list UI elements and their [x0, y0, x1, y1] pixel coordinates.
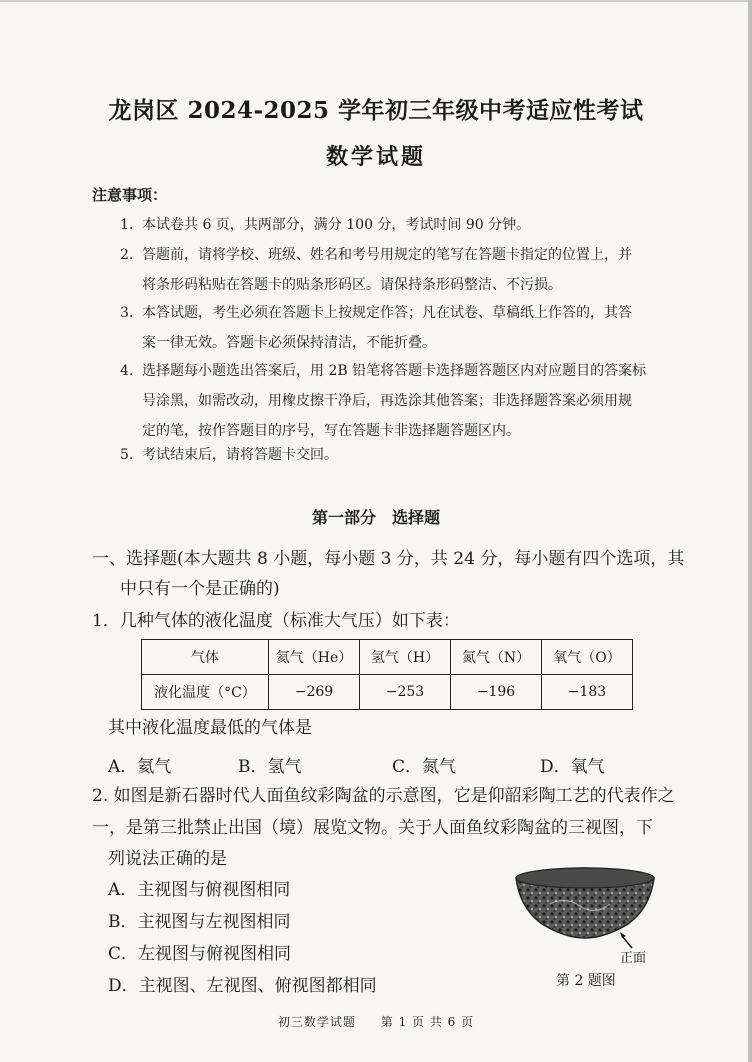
q2-stem-line2: 一，是第三批禁止出国（境）展览文物。关于人面鱼纹彩陶盆的三视图，下 [92, 818, 653, 838]
table-cell: 氧气（O） [542, 640, 633, 675]
table-cell: 氦气（He） [269, 640, 360, 675]
q1-question: 其中液化温度最低的气体是 [108, 718, 312, 738]
q2-option-d: D．主视图、左视图、俯视图都相同 [108, 976, 377, 996]
q2-option-c: C．左视图与俯视图相同 [108, 944, 292, 964]
note-item-3: 3. 本答试题，考生必须在答题卡上按规定作答；凡在试卷、草稿纸上作答的，其答 案一律无效。答题卡必须保持清洁，不能折叠。 [120, 305, 632, 351]
table-row [142, 675, 633, 710]
basin-illustration [510, 856, 660, 956]
figure-caption: 第 2 题图 [556, 973, 616, 989]
exam-subtitle: 数学试题 [325, 144, 426, 170]
note-item-2: 2. 答题前，请将学校、班级、姓名和考号用规定的笔写在答题卡指定的位置上，并 将条形码粘贴在答题卡的贴条形码区。请保持条形码整洁、不污损。 [120, 247, 632, 293]
page-footer [0, 1013, 752, 1030]
section-title: 第一部分 选择题 [311, 508, 440, 527]
q2-stem-line1: 2. 如图是新石器时代人面鱼纹彩陶盆的示意图，它是仰韶彩陶工艺的代表作之 [92, 786, 675, 806]
q1-option-b: B．氢气 [238, 757, 302, 777]
q1-option-a: A．氦气 [108, 757, 172, 777]
note-item-1: 1. 本试卷共 6 页，共两部分，满分 100 分，考试时间 90 分钟。 [120, 217, 531, 233]
table-cell: −269 [269, 675, 360, 710]
footer-page-number: 第 1 页 共 6 页 [380, 1015, 475, 1029]
table-cell: −183 [542, 675, 633, 710]
scan-edge-top [0, 0, 752, 2]
notes-heading: 注意事项： [92, 186, 168, 204]
note-item-5: 5. 考试结束后，请将答题卡交回。 [120, 447, 338, 463]
table-cell: −196 [451, 675, 542, 710]
q2-option-b: B．主视图与左视图相同 [108, 912, 291, 932]
part1-heading-line2: 中只有一个是正确的) [120, 579, 280, 599]
q1-option-c: C．氮气 [392, 757, 457, 777]
note-item-4: 4. 选择题每小题选出答案后，用 2B 铅笔将答题卡选择题答题区内对应题目的答案标 号涂黑，如需改动，用橡皮擦干净后，再选涂其他答案；非选择题答案必须用规 定的笔，按作答题目的序号，写在答题卡非选择题答题区内。 [120, 363, 647, 439]
table-cell: 液化温度（°C） [142, 675, 269, 710]
table-cell: −253 [360, 675, 451, 710]
q2-stem-line3: 列说法正确的是 [108, 849, 227, 869]
part1-heading-line1: 一、选择题(本大题共 8 小题，每小题 3 分，共 24 分，每小题有四个选项，其 [92, 549, 685, 569]
q1-option-d: D．氧气 [540, 757, 605, 777]
gas-liquefaction-table [141, 639, 633, 710]
table-header-row [142, 640, 633, 675]
q2-option-a: A．主视图与俯视图相同 [108, 880, 291, 900]
exam-title: 龙岗区 2024-2025 学年初三年级中考适应性考试 [108, 97, 644, 124]
q1-stem: 1．几种气体的液化温度（标准大气压）如下表： [92, 611, 460, 631]
footer-subject: 初三数学试题 [277, 1015, 356, 1029]
table-cell: 气体 [142, 640, 269, 675]
table-cell: 氢气（H） [360, 640, 451, 675]
table-cell: 氮气（N） [451, 640, 542, 675]
front-view-label: 正面 [620, 951, 647, 966]
